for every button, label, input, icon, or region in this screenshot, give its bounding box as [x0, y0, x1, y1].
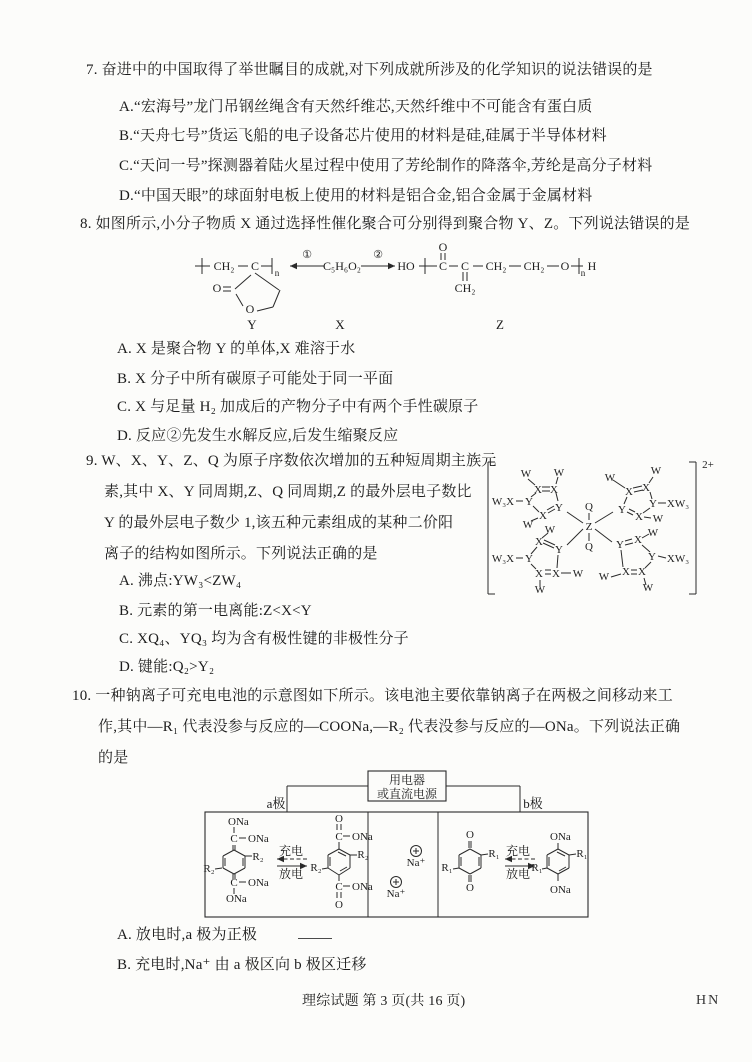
- q9-complex-ion-figure: [482, 446, 747, 601]
- q7-option-d: D.“中国天眼”的球面射电板上使用的材料是铝合金,铝合金属于金属材料: [119, 188, 593, 204]
- footer-page-label: 理综试题 第 3 页(共 16 页): [302, 994, 466, 1009]
- svg-text:Z: Z: [496, 317, 504, 332]
- q7-stem: 7. 奋进中的中国取得了举世瞩目的成就,对下列成就所涉及的化学知识的说法错误的是: [86, 62, 653, 78]
- svg-text:R₂: R₂: [252, 851, 264, 863]
- svg-text:C₅H₆O₂: C₅H₆O₂: [323, 259, 361, 273]
- svg-text:充电: 充电: [505, 844, 531, 858]
- svg-text:W: W: [572, 568, 584, 580]
- svg-text:XW₃: XW₃: [666, 553, 690, 565]
- svg-text:R₁: R₁: [531, 862, 543, 874]
- svg-text:O: O: [245, 302, 255, 316]
- q10-stem-line-1: 10. 一种钠离子可充电电池的示意图如下所示。该电池主要依靠钠离子在两极之间移动来工: [72, 688, 673, 704]
- svg-text:②: ②: [373, 249, 383, 261]
- svg-text:Na⁺: Na⁺: [386, 888, 406, 900]
- svg-text:X: X: [539, 510, 547, 522]
- q9-stem-line-1: 9. W、X、Y、Z、Q 为原子序数依次增加的五种短周期主族元: [86, 453, 497, 469]
- q9-stem-line-2: 素,其中 X、Y 同周期,Z、Q 同周期,Z 的最外层电子数比: [104, 484, 472, 500]
- svg-text:用电器: 用电器: [388, 773, 426, 787]
- svg-text:n: n: [274, 268, 280, 278]
- svg-text:ONa: ONa: [352, 881, 373, 893]
- svg-text:X: X: [535, 536, 543, 548]
- svg-text:W: W: [522, 519, 534, 531]
- svg-text:X: X: [550, 484, 558, 496]
- svg-text:ONa: ONa: [550, 831, 571, 843]
- svg-text:Y: Y: [648, 551, 656, 563]
- q9-option-a: A. 沸点:YW₃<ZW₄: [119, 573, 242, 589]
- q10-battery-diagram-figure: [200, 765, 595, 923]
- q10-stem-line-2: 作,其中—R₁ 代表没参与反应的—COONa,—R₂ 代表没参与反应的—ONa。下列说法正确: [98, 719, 681, 735]
- svg-text:X: X: [634, 534, 642, 546]
- svg-text:W: W: [544, 524, 556, 536]
- stray-underline-mark: [298, 938, 332, 939]
- svg-text:Z: Z: [585, 521, 593, 533]
- svg-text:或直流电源: 或直流电源: [376, 787, 438, 801]
- svg-text:C: C: [230, 833, 238, 845]
- q10-option-b: B. 充电时,Na⁺ 由 a 极区向 b 极区迁移: [117, 957, 367, 973]
- q8-option-b: B. X 分子中所有碳原子可能处于同一平面: [117, 371, 394, 387]
- svg-text:W: W: [534, 584, 546, 596]
- svg-text:ONa: ONa: [248, 833, 269, 845]
- q9-option-c: C. XQ₄、YQ₃ 均为含有极性键的非极性分子: [119, 631, 409, 647]
- svg-text:①: ①: [302, 249, 312, 261]
- q9-option-d: D. 键能:Q₂>Y₂: [119, 659, 215, 675]
- svg-text:ONa: ONa: [228, 816, 249, 828]
- q8-option-a: A. X 是聚合物 Y 的单体,X 难溶于水: [117, 341, 356, 357]
- svg-text:Y: Y: [555, 544, 563, 556]
- svg-text:Y: Y: [616, 539, 624, 551]
- svg-text:放电: 放电: [278, 867, 304, 881]
- svg-text:O: O: [466, 829, 474, 841]
- q10-stem-line-3: 的是: [98, 750, 129, 766]
- svg-text:W: W: [642, 582, 654, 594]
- svg-text:ONa: ONa: [248, 877, 269, 889]
- svg-text:X: X: [635, 511, 643, 523]
- svg-text:W: W: [647, 527, 659, 539]
- q8-option-d: D. 反应②先发生水解反应,后发生缩聚反应: [117, 428, 399, 444]
- svg-text:X: X: [535, 568, 543, 580]
- svg-text:X: X: [638, 566, 646, 578]
- svg-text:W: W: [598, 571, 610, 583]
- svg-text:X: X: [534, 484, 542, 496]
- svg-text:W₃X: W₃X: [491, 496, 515, 508]
- svg-text:C: C: [335, 881, 343, 893]
- q9-option-b: B. 元素的第一电离能:Z<X<Y: [119, 603, 312, 619]
- svg-text:O: O: [335, 899, 343, 911]
- svg-text:a极: a极: [266, 796, 286, 811]
- svg-text:R₂: R₂: [310, 862, 322, 874]
- svg-text:Na⁺: Na⁺: [406, 857, 426, 869]
- svg-text:Y: Y: [618, 504, 626, 516]
- svg-text:X: X: [552, 568, 560, 580]
- svg-text:R₁: R₁: [441, 862, 453, 874]
- svg-text:放电: 放电: [505, 867, 531, 881]
- q7-option-b: B.“天舟七号”货运飞船的电子设备芯片使用的材料是硅,硅属于半导体材料: [119, 128, 607, 144]
- svg-text:X: X: [625, 486, 633, 498]
- svg-text:ONa: ONa: [352, 831, 373, 843]
- q8-stem: 8. 如图所示,小分子物质 X 通过选择性催化聚合可分别得到聚合物 Y、Z。下列说法错误的是: [80, 216, 691, 232]
- svg-text:R₁: R₁: [576, 848, 588, 860]
- svg-text:W: W: [604, 472, 616, 484]
- svg-text:ONa: ONa: [550, 884, 571, 896]
- svg-text:充电: 充电: [278, 844, 304, 858]
- svg-text:C: C: [230, 877, 238, 889]
- q9-stem-line-3: Y 的最外层电子数少 1,该五种元素组成的某种二价阳: [104, 515, 454, 531]
- svg-text:X: X: [642, 482, 650, 494]
- svg-text:O: O: [335, 813, 343, 825]
- svg-text:R₂: R₂: [203, 863, 215, 875]
- svg-text:C: C: [460, 259, 470, 273]
- svg-text:O: O: [438, 243, 448, 254]
- svg-text:X: X: [335, 317, 345, 332]
- svg-text:Y: Y: [555, 502, 563, 514]
- svg-text:Q: Q: [585, 541, 593, 553]
- footer-corner-mark: HN: [696, 993, 721, 1008]
- svg-text:Y: Y: [525, 553, 533, 565]
- svg-text:C: C: [335, 831, 343, 843]
- svg-text:Y: Y: [649, 498, 657, 510]
- svg-text:R₂: R₂: [357, 849, 369, 861]
- svg-text:W: W: [520, 468, 532, 480]
- svg-text:Y: Y: [525, 496, 533, 508]
- svg-text:CH₂: CH₂: [454, 281, 476, 295]
- svg-text:C: C: [438, 259, 448, 273]
- svg-text:C: C: [250, 259, 260, 273]
- q7-option-c: C.“天问一号”探测器着陆火星过程中使用了芳纶制作的降落伞,芳纶是高分子材料: [119, 158, 653, 174]
- q8-option-c: C. X 与足量 H₂ 加成后的产物分子中有两个手性碳原子: [117, 399, 479, 415]
- svg-text:2+: 2+: [702, 459, 714, 471]
- q10-option-a: A. 放电时,a 极为正极: [117, 927, 258, 943]
- svg-text:ONa: ONa: [226, 893, 247, 905]
- svg-text:Q: Q: [585, 501, 593, 513]
- svg-text:CH₂: CH₂: [485, 259, 507, 273]
- svg-text:HO: HO: [397, 259, 415, 273]
- svg-text:W: W: [650, 465, 662, 477]
- svg-text:H: H: [587, 259, 597, 273]
- q7-option-a: A.“宏海号”龙门吊钢丝绳含有天然纤维芯,天然纤维中不可能含有蛋白质: [119, 99, 593, 115]
- q8-reaction-scheme-figure: [190, 243, 610, 338]
- svg-text:R₁: R₁: [488, 848, 500, 860]
- svg-text:CH₂: CH₂: [523, 259, 545, 273]
- svg-text:X: X: [622, 566, 630, 578]
- svg-text:W₃X: W₃X: [491, 553, 515, 565]
- svg-text:b极: b极: [523, 796, 543, 811]
- svg-text:W: W: [553, 467, 565, 479]
- svg-text:CH₂: CH₂: [213, 259, 235, 273]
- svg-text:Y: Y: [247, 317, 257, 332]
- svg-text:O: O: [212, 281, 222, 295]
- q9-stem-line-4: 离子的结构如图所示。下列说法正确的是: [104, 546, 378, 562]
- svg-text:n: n: [580, 268, 586, 278]
- svg-text:XW₃: XW₃: [666, 498, 690, 510]
- svg-text:O: O: [466, 882, 474, 894]
- svg-text:W: W: [652, 513, 664, 525]
- svg-text:O: O: [560, 259, 570, 273]
